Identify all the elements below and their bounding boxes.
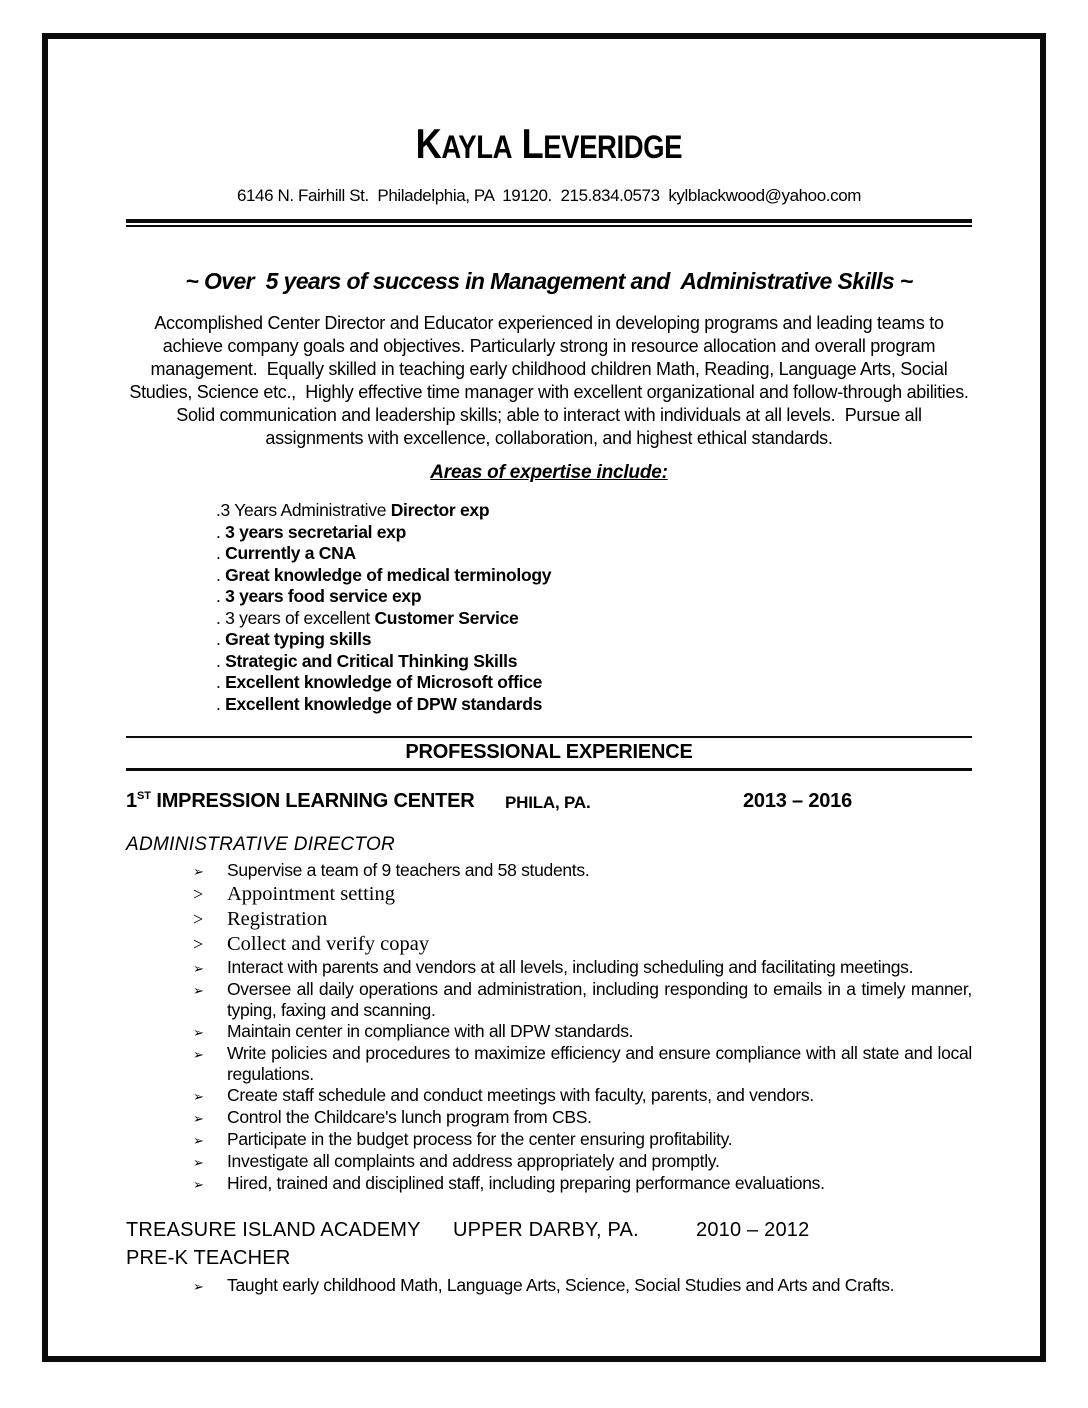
bullet-item	[126, 1275, 972, 1297]
arrow-bullet-icon: ➢	[193, 1111, 204, 1126]
section-title: PROFESSIONAL EXPERIENCE	[126, 736, 972, 771]
bullet-item	[126, 1129, 972, 1151]
expertise-item-bold: Customer Service	[374, 607, 519, 628]
bullet-item	[126, 1021, 972, 1043]
expertise-item	[216, 565, 972, 587]
arrow-bullet-icon: ➢	[193, 864, 204, 879]
job-2-location: UPPER DARBY, PA.	[453, 1219, 639, 1241]
job-1-company	[126, 790, 475, 813]
bullet-text: Supervise a team of 9 teachers and 58 students.	[227, 860, 590, 880]
bullet-text: Collect and verify copay	[227, 933, 430, 955]
bullet-text: Write policies and procedures to maximize efficiency and ensure compliance with all state and local regulations.	[227, 1043, 972, 1084]
bullet-text: Maintain center in compliance with all DPW standards.	[227, 1021, 634, 1041]
expertise-item	[216, 629, 972, 651]
name-last-rest: EVERIDGE	[543, 129, 683, 165]
bullet-text: Create staff schedule and conduct meetings with faculty, parents, and vendors.	[227, 1085, 814, 1105]
bullet-text: Investigate all complaints and address appropriately and promptly.	[227, 1151, 720, 1171]
arrow-bullet-icon: ➢	[193, 961, 204, 976]
bullet-item	[126, 1085, 972, 1107]
job-2-dates: 2010 – 2012	[696, 1219, 810, 1241]
expertise-item-bold: Strategic and Critical Thinking Skills	[225, 650, 518, 671]
expertise-item-bold: 3 years food service exp	[225, 586, 422, 606]
expertise-item-normal: .	[216, 543, 226, 563]
expertise-item	[216, 694, 972, 716]
expertise-item-normal: .	[216, 521, 226, 542]
person-name	[126, 121, 972, 177]
arrow-bullet-icon: ➢	[193, 1025, 204, 1040]
job-1-dates: 2013 – 2016	[743, 790, 853, 812]
expertise-item-normal: .	[216, 672, 226, 692]
contact-info: 6146 N. Fairhill St. Philadelphia, PA 19120. 215.834.0573 kylblackwood@yahoo.com	[236, 186, 862, 205]
expertise-item-bold: Great typing skills	[225, 629, 372, 649]
expertise-item-bold: Director exp	[390, 500, 490, 520]
job-2-title: PRE-K TEACHER	[126, 1247, 291, 1269]
summary-paragraph: Accomplished Center Director and Educator experienced in developing programs and leading teams to achieve company goals and objectives. Particularly strong in resource allocation and overall program management. Equally skilled in teaching early childhood children Math, Reading, Language Arts, Social Studies, Science etc., Highly effective time manager with excellent organizational and follow-through abilities. Solid communication and leadership skills; able to interact with individuals at all levels. Pursue all assignments with excellence, collaboration, and highest ethical standards.	[129, 313, 979, 448]
bullet-text: Control the Childcare's lunch program from CBS.	[227, 1107, 592, 1127]
expertise-item	[216, 651, 972, 673]
bullet-item	[126, 979, 972, 1021]
bullet-text: Taught early childhood Math, Language Arts, Science, Social Studies and Arts and Crafts.	[227, 1275, 895, 1295]
person-name-text	[416, 121, 682, 177]
expertise-item	[216, 672, 972, 694]
name-first-initial: K	[415, 120, 442, 167]
arrow-bullet-icon: ➢	[193, 1047, 204, 1062]
expertise-heading-text: Areas of expertise include:	[430, 462, 668, 483]
expertise-item-bold: Excellent knowledge of DPW standards	[225, 693, 543, 714]
expertise-item-normal: .	[216, 564, 226, 585]
greater-than-bullet-icon: >	[193, 884, 203, 904]
expertise-item-bold: Currently a CNA	[225, 543, 356, 563]
bullet-item	[126, 1151, 972, 1173]
job-1-company-number: 1	[126, 790, 137, 812]
arrow-bullet-icon: ➢	[193, 1133, 204, 1148]
name-first-rest: AYLA	[441, 129, 513, 165]
bullet-item	[126, 1043, 972, 1085]
expertise-item-bold: 3 years secretarial exp	[225, 521, 407, 542]
page-border-frame	[42, 33, 1046, 1362]
arrow-bullet-icon: ➢	[193, 1089, 204, 1104]
job-header-2	[126, 1219, 972, 1245]
bullet-text: Registration	[227, 908, 328, 930]
resume-content	[126, 39, 979, 1297]
bullet-item	[126, 882, 972, 907]
expertise-item	[216, 586, 972, 608]
arrow-bullet-icon: ➢	[193, 983, 204, 998]
job-2-bullet-list	[126, 1275, 972, 1297]
bullet-item	[126, 1173, 972, 1195]
bullet-item	[126, 932, 972, 957]
bullet-text: Participate in the budget process for the center ensuring profitability.	[227, 1129, 733, 1149]
job-header-1	[126, 790, 972, 816]
job-1-bullet-list	[126, 860, 972, 1195]
expertise-item-normal: .	[216, 650, 226, 671]
job-1-company-ordinal: ST	[136, 790, 151, 802]
expertise-item-normal: .	[216, 693, 226, 714]
summary-tagline: ~ Over 5 years of success in Management and Administrative Skills ~	[185, 268, 913, 294]
bullet-item	[126, 1107, 972, 1129]
job-2-company: TREASURE ISLAND ACADEMY	[126, 1219, 421, 1241]
job-1-title: ADMINISTRATIVE DIRECTOR	[126, 834, 396, 855]
job-1-location: PHILA, PA.	[505, 793, 591, 812]
expertise-item	[216, 522, 972, 544]
expertise-item-normal: .	[216, 586, 226, 606]
header-double-rule	[126, 219, 972, 227]
bullet-text: Interact with parents and vendors at all levels, including scheduling and facilitating meetings.	[227, 957, 914, 977]
expertise-list	[126, 500, 972, 715]
job-1-company-rest: IMPRESSION LEARNING CENTER	[151, 790, 475, 812]
name-last-initial: L	[521, 120, 544, 167]
arrow-bullet-icon: ➢	[193, 1279, 204, 1294]
name-space	[512, 120, 522, 167]
expertise-item	[216, 608, 972, 630]
expertise-item	[216, 500, 972, 522]
bullet-item	[126, 907, 972, 932]
bullet-item	[126, 860, 972, 882]
greater-than-bullet-icon: >	[193, 934, 203, 954]
greater-than-bullet-icon: >	[193, 909, 203, 929]
arrow-bullet-icon: ➢	[193, 1177, 204, 1192]
expertise-item-bold: Excellent knowledge of Microsoft office	[225, 672, 543, 692]
bullet-text: Oversee all daily operations and administration, including responding to emails in a timely manner, typing, faxing and scanning.	[227, 979, 972, 1020]
expertise-item	[216, 543, 972, 565]
expertise-item-normal: .	[216, 629, 226, 649]
expertise-item-normal: .3 Years Administrative	[216, 500, 391, 520]
expertise-heading	[126, 462, 972, 484]
arrow-bullet-icon: ➢	[193, 1155, 204, 1170]
expertise-item-normal: . 3 years of excellent	[216, 607, 375, 628]
bullet-item	[126, 957, 972, 979]
bullet-text: Hired, trained and disciplined staff, including preparing performance evaluations.	[227, 1173, 825, 1193]
expertise-item-bold: Great knowledge of medical terminology	[225, 564, 552, 585]
bullet-text: Appointment setting	[227, 883, 395, 905]
